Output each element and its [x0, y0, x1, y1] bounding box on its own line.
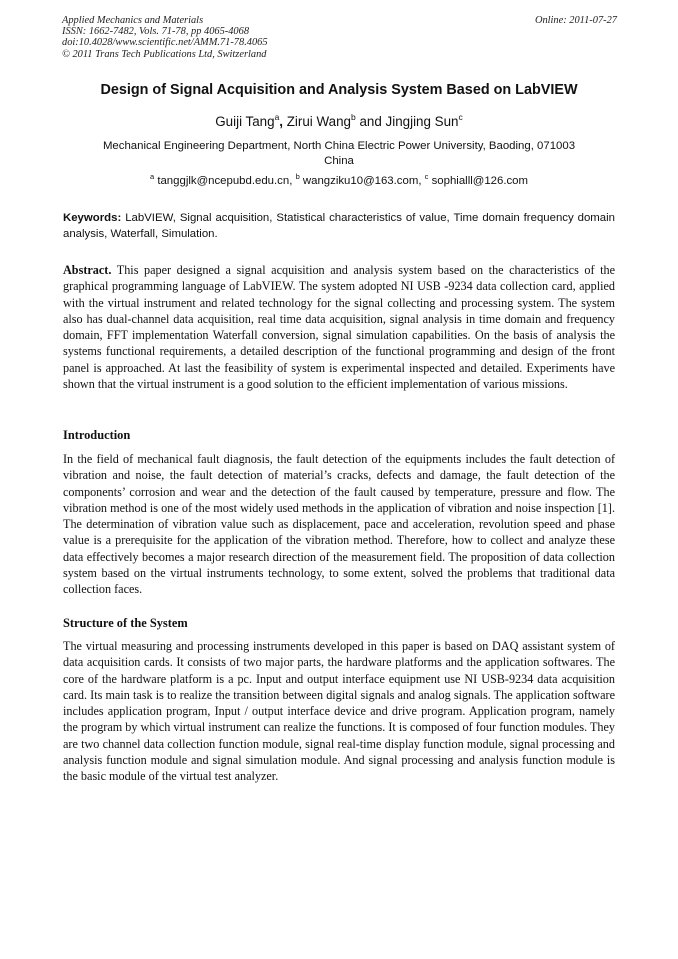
- abstract-label: Abstract.: [63, 263, 112, 277]
- section-body-structure: The virtual measuring and processing instruments developed in this paper is based on DAQ assistant system of data acquisition cards. It consists of two major parts, the hardware platforms and the application softwares. The core of the hardware platform is a pc. Input and output interface equipment use NI USB-9234 data acquisition card. Its main task is to realize the transition between digital signals and analog signals. The application software includes application program, Input / output interface device and drive program. Application program, namely the program by which virtual instrument can realize the functions. It is composed of four function modules. They are two channel data collection function module, signal real-time display function module, signal processing and analysis function module and signal simulation module. And signal processing and analysis function module is the basic module of the virtual test analyzer.: [63, 639, 615, 784]
- author-separator: and: [355, 114, 386, 129]
- journal-header: [62, 15, 617, 60]
- affiliation-country: China: [324, 155, 354, 167]
- affiliation-line: Mechanical Engineering Department, North China Electric Power University, Baoding, 071003: [102, 140, 576, 152]
- paper-title: Design of Signal Acquisition and Analysis System Based on LabVIEW: [100, 82, 578, 98]
- email-address: tanggjlk@ncepubd.edu.cn: [157, 175, 290, 187]
- affiliation: [70, 139, 608, 169]
- author-name: Guiji Tang: [215, 114, 275, 129]
- email-address: wangziku10@163.com: [302, 175, 419, 187]
- section-heading-introduction: Introduction: [63, 428, 131, 442]
- online-date: Online: 2011-07-27: [534, 15, 617, 26]
- email-list: [40, 172, 638, 187]
- email-address: sophialll@126.com: [431, 175, 529, 187]
- author-affil-mark: a: [274, 112, 280, 122]
- doi-line: doi:10.4028/www.scientific.net/AMM.71-78.4065: [62, 37, 268, 49]
- keywords-label: Keywords:: [63, 212, 122, 224]
- journal-name: Applied Mechanics and Materials: [62, 15, 204, 26]
- email-mark: b: [295, 172, 300, 181]
- email-mark: a: [149, 172, 155, 181]
- author-name: Zirui Wang: [286, 114, 351, 129]
- author-name: Jingjing Sun: [385, 114, 459, 129]
- email-separator: ,: [418, 175, 425, 187]
- issn-line: ISSN: 1662-7482, Vols. 71-78, pp 4065-4068: [62, 26, 250, 38]
- section-heading-structure: Structure of the System: [63, 616, 188, 630]
- keywords: [63, 210, 615, 242]
- abstract: [63, 262, 615, 392]
- email-separator: ,: [289, 175, 296, 187]
- email-mark: c: [424, 172, 429, 181]
- copyright-line: © 2011 Trans Tech Publications Ltd, Switzerland: [62, 48, 267, 60]
- author-affil-mark: c: [458, 112, 463, 122]
- abstract-text: This paper designed a signal acquisition and analysis system based on the characteristics of the graphical programming language of LabVIEW. The system adopted NI USB -9234 data collection card, applied with the virtual instrument and related technology for the signal collecting and processing system. The system also has dual-channel data acquisition, real time data acquisition, signal analysis in time domain and frequency domain, FFT implementation Waterfall conversion, signal simulation capabilities. On the basis of analysis the systems functional requirements, a detailed description of the functional programming and design of the front panel is approached. At last the feasibility of system is experimental inspected and detailed. Experiments have shown that the virtual instrument is a good solution to the efficient implementation of various missions.: [63, 263, 616, 392]
- keywords-text: LabVIEW, Signal acquisition, Statistical characteristics of value, Time domain frequency domain analysis, Waterfall, Simulation.: [63, 212, 615, 240]
- section-body-introduction: In the field of mechanical fault diagnosis, the fault detection of the equipments includes the fault detection of vibration and noise, the fault detection of material’s cracks, defects and damage, the fault detection of the components’ corrosion and wear and the detection of the fault caused by temperature, pressure and flow. The vibration method is one of the most widely used methods in the application of vibration and noise inspection [1]. The determination of vibration value such as displacement, pace and acceleration, revolution speed and phase value is a prerequisite for the application of the vibration method. Therefore, how to collect and analyze these data effectively becomes a major research direction of the measurement field. The proposition of data collection system based on the virtual instruments technology, to some extent, solved the problems that traditional data collection faces.: [63, 452, 615, 597]
- author-affil-mark: b: [351, 112, 356, 122]
- author-separator: ,: [279, 114, 287, 129]
- author-list: [40, 114, 638, 129]
